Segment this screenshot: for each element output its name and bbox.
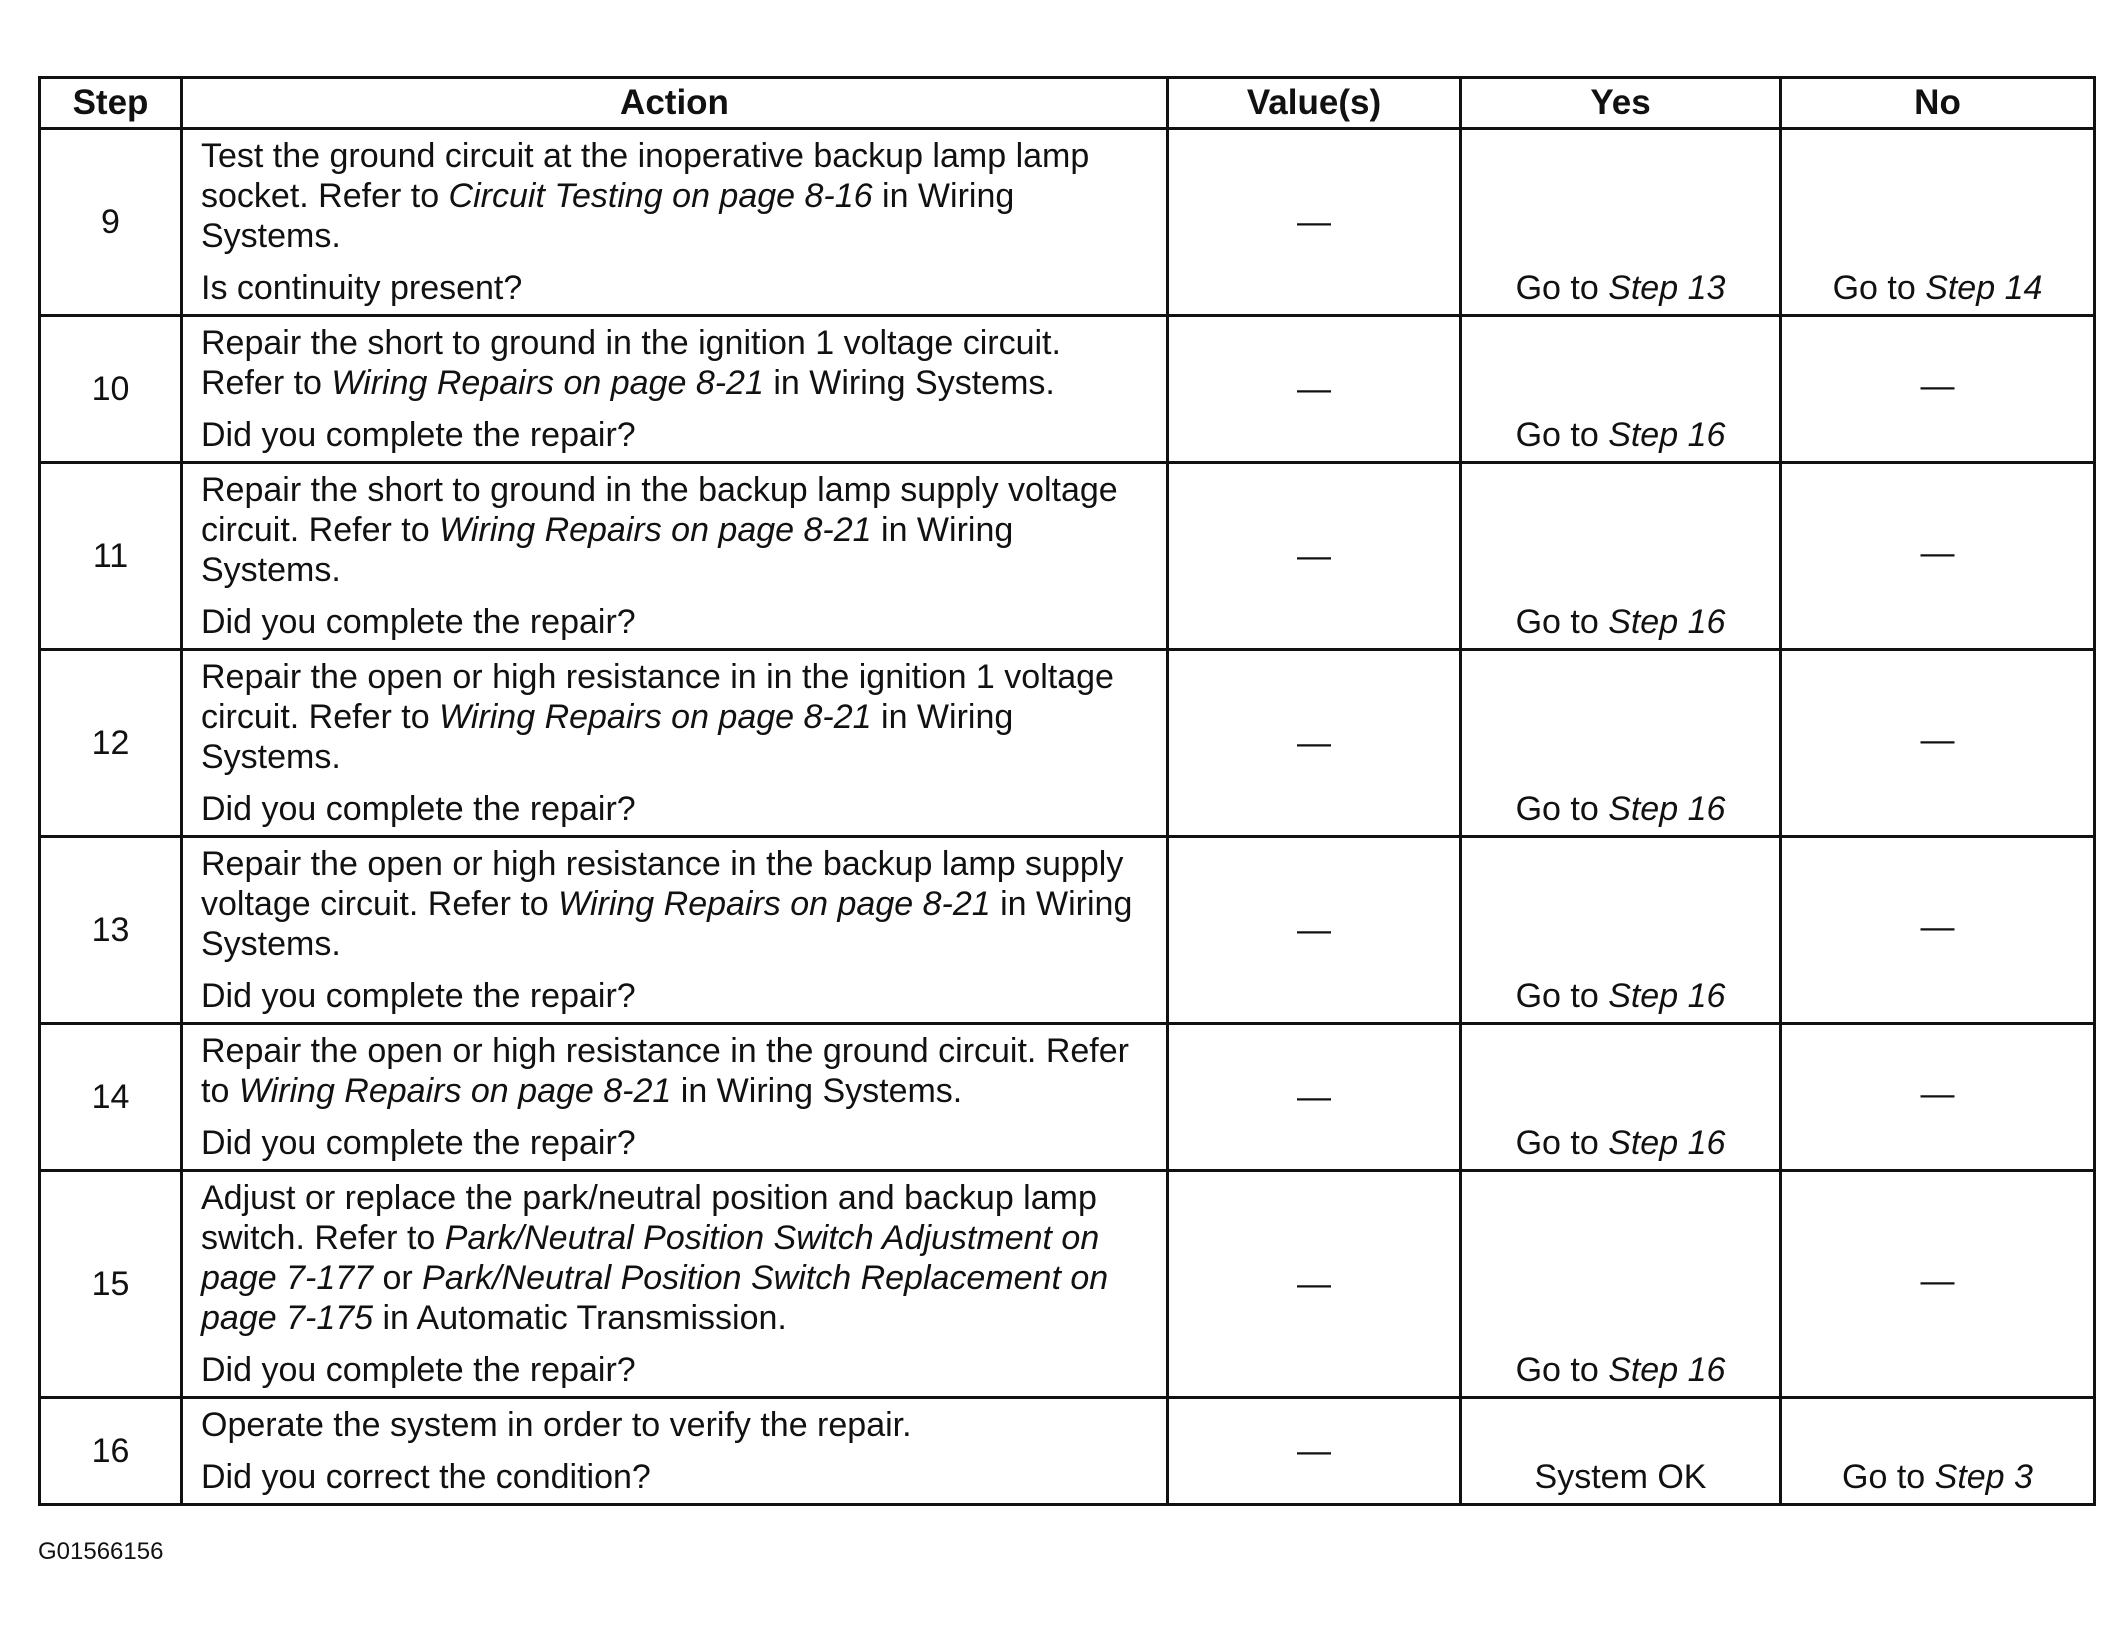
reference-link-text: Park/Neutral Position Switch Adjustment on page 7-177 [201,1219,1100,1297]
yes-cell [1461,1024,1781,1171]
action-question: Did you complete the repair? [201,1124,636,1162]
action-text [201,323,1150,403]
table-row [40,1398,2095,1505]
action-question: Did you complete the repair? [201,977,636,1015]
table-row [40,650,2095,837]
value-cell: — [1168,837,1461,1024]
action-question: Did you correct the condition? [201,1458,651,1496]
no-cell [1781,837,2095,1024]
action-text [201,657,1150,777]
reference-link-text: Wiring Repairs on page 8-21 [558,885,991,923]
yes-cell [1461,1398,1781,1505]
yes-text-segment: Step 16 [1608,1124,1726,1162]
yes-text-segment: Step 16 [1608,790,1726,828]
action-cell [182,463,1168,650]
table-body [40,129,2095,1505]
no-cell [1781,1024,2095,1171]
header-no: No [1781,78,2095,129]
action-cell [182,837,1168,1024]
action-cell [182,1024,1168,1171]
action-cell [182,1171,1168,1398]
table-row [40,129,2095,316]
no-text-segment: Step 14 [1925,269,2043,307]
value-cell: — [1168,1171,1461,1398]
value-cell: — [1168,463,1461,650]
action-cell [182,1398,1168,1505]
action-text-segment: Repair the open or high resistance in the backup lamp supply voltage circuit. Refer to [201,845,1124,923]
reference-link-text: Wiring Repairs on page 8-21 [439,698,872,736]
value-cell: — [1168,1398,1461,1505]
action-text-segment: in Wiring Systems. [763,364,1055,402]
value-cell: — [1168,650,1461,837]
action-cell [182,316,1168,463]
action-question: Is continuity present? [201,269,523,307]
table-row [40,837,2095,1024]
yes-cell [1461,463,1781,650]
action-text-segment: Adjust or replace the park/neutral position and backup lamp switch. Refer to [201,1179,1097,1257]
reference-link-text: Wiring Repairs on page 8-21 [331,364,764,402]
value-cell: — [1168,129,1461,316]
step-number: 11 [40,463,182,650]
action-text-segment: in Wiring Systems. [201,885,1133,963]
table-row [40,316,2095,463]
action-text-segment: in Wiring Systems. [201,511,1014,589]
step-number: 9 [40,129,182,316]
yes-text-segment: Go to [1515,977,1609,1015]
yes-text-segment: Step 16 [1608,977,1726,1015]
no-text-segment: — [1920,721,1955,759]
action-text [201,136,1150,256]
reference-link-text: Wiring Repairs on page 8-21 [238,1072,672,1110]
table-row [40,463,2095,650]
header-action: Action [182,78,1168,129]
action-question: Did you complete the repair? [201,416,636,454]
no-text-segment: — [1920,534,1955,572]
no-text-segment: Go to [1842,1458,1935,1496]
figure-id: G01566156 [38,1538,164,1565]
action-question: Did you complete the repair? [201,790,636,828]
action-text-segment: in Wiring Systems. [671,1072,963,1110]
step-number: 16 [40,1398,182,1505]
no-cell [1781,1398,2095,1505]
yes-text-segment: Go to [1515,1124,1609,1162]
yes-text-segment: Go to [1515,416,1609,454]
value-cell: — [1168,316,1461,463]
yes-text-segment: Go to [1515,603,1609,641]
yes-cell [1461,129,1781,316]
action-question: Did you complete the repair? [201,1351,636,1389]
table-row [40,1024,2095,1171]
action-text [201,470,1150,590]
step-number: 14 [40,1024,182,1171]
no-cell [1781,129,2095,316]
reference-link-text: Circuit Testing on page 8-16 [448,177,873,215]
yes-text-segment: Step 13 [1608,269,1726,307]
reference-link-text: Park/Neutral Position Switch Replacement on page 7-175 [201,1259,1109,1337]
action-text-segment: Repair the short to ground in the ignition 1 voltage circuit. Refer to [201,324,1061,402]
header-yes: Yes [1461,78,1781,129]
action-text-segment: Test the ground circuit at the inoperative backup lamp lamp socket. Refer to [201,137,1090,215]
action-text-segment: Repair the open or high resistance in the ground circuit. Refer to [201,1032,1129,1110]
action-text-segment: or [373,1259,423,1297]
no-text-segment: Go to [1832,269,1926,307]
action-text-segment: Repair the open or high resistance in in the ignition 1 voltage circuit. Refer to [201,658,1114,736]
action-text-segment: in Wiring Systems. [201,698,1014,776]
no-cell [1781,316,2095,463]
yes-cell [1461,650,1781,837]
yes-text-segment: Go to [1515,790,1609,828]
step-number: 13 [40,837,182,1024]
action-text [201,1178,1150,1338]
no-text-segment: Step 3 [1934,1458,2033,1496]
header-step: Step [40,78,182,129]
action-text-segment: in Wiring Systems. [201,177,1015,255]
action-text [201,844,1150,964]
yes-text-segment: Step 16 [1608,416,1726,454]
action-cell [182,650,1168,837]
no-text-segment: — [1920,1075,1955,1113]
no-text-segment: — [1920,1262,1955,1300]
value-cell: — [1168,1024,1461,1171]
no-cell [1781,1171,2095,1398]
step-number: 10 [40,316,182,463]
yes-cell [1461,316,1781,463]
action-text-segment: Operate the system in order to verify the repair. [201,1406,912,1444]
action-text [201,1031,1150,1111]
no-text-segment: — [1920,367,1955,405]
header-values: Value(s) [1168,78,1461,129]
yes-text-segment: Step 16 [1608,1351,1726,1389]
yes-text-segment: Go to [1515,1351,1609,1389]
no-text-segment: — [1920,908,1955,946]
diagnostic-table [38,76,2096,1506]
no-cell [1781,463,2095,650]
header-row [40,78,2095,129]
step-number: 12 [40,650,182,837]
yes-cell [1461,837,1781,1024]
yes-cell [1461,1171,1781,1398]
action-question: Did you complete the repair? [201,603,636,641]
table-row [40,1171,2095,1398]
action-text-segment: Repair the short to ground in the backup lamp supply voltage circuit. Refer to [201,471,1118,549]
yes-text-segment: System OK [1534,1458,1707,1496]
yes-text-segment: Go to [1515,269,1609,307]
no-cell [1781,650,2095,837]
reference-link-text: Wiring Repairs on page 8-21 [439,511,872,549]
step-number: 15 [40,1171,182,1398]
action-text-segment: in Automatic Transmission. [373,1299,787,1337]
action-cell [182,129,1168,316]
action-text [201,1405,1150,1445]
yes-text-segment: Step 16 [1608,603,1726,641]
